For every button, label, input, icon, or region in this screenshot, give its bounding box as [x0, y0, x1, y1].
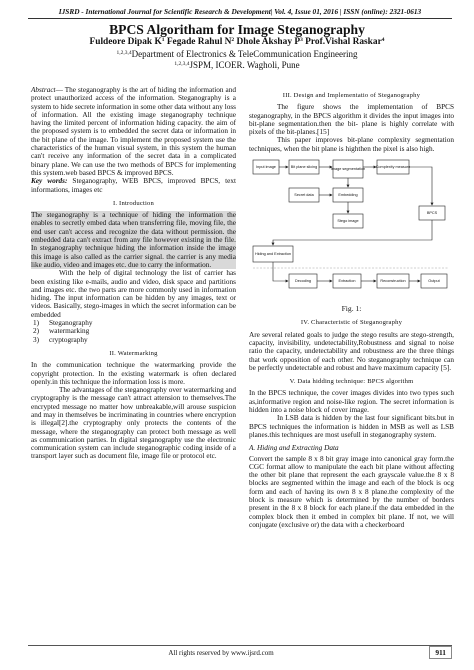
journal-header: IJSRD - International Journal for Scientific Research & Development| Vol. 4, Issue 01, 2016 | ISSN (online): 2321-0613: [58, 7, 422, 16]
author-2-sup: 2: [231, 37, 235, 43]
abstract-text: — The steganography is the art of hiding the information and protect unauthorized access of the information. Steganography is a system to hide secrete information in some other data without any loss of information. All the existing image steganography technique having the limited percent of information hiding capacity. the aim of the proposed system is to embedded the secret data or information in the bit plane of the image. To implement the proposed system use the characteristics of the human visual system, in this system the human can't receive any information of the secret data in a complicated binary plane. We can use the two methods of BPCS for implementing this system.web based BPCS & improved BPCS.: [31, 86, 236, 177]
footer-text: All rights reserved by www.ijsrd.com: [168, 649, 274, 657]
keywords-text: Steganography, WEB BPCS, improved BPCS, text informations, images etc: [31, 177, 236, 194]
author-4: Prof.Vishal Raskar: [305, 37, 382, 47]
abstract: [31, 86, 236, 177]
box-secret-label: Secret data: [294, 193, 314, 198]
inst-sup: 1,2,3,4: [174, 61, 190, 67]
list-item: [33, 319, 236, 327]
characteristic-heading: IV. Characteristic of Steganography: [300, 319, 403, 327]
watermarking-paragraph-2: The advantages of the steganography over watermarking and cryptography is the message can't attract attension to themselves.The encrypted message no matter how unbreakable,will arouse suspicion and may in themselves be incriminating in countries where encryption is illegal[2].the cryptography only protects the contents of the message, where the steganography can protect both message as well as communication parties. In digital steganography use the electronic communication system can include steganographic coding inside of a transport layer such as document file, image file or protocol etc.: [31, 386, 236, 461]
author-line: [40, 37, 434, 47]
author-1-sup: 1: [161, 37, 165, 43]
intro-paragraph-1: The steganography is a technique of hiding the information the enables to secretly embed data when transferring file, moving file, the end user can't access and recognize the data without permission. the embedded data can't extract from any file however existing in the file. In steganography technique hiding the information inside the image this image is also called as the carrier signal. the carrier is any media like audio, video and images etc. due to carry the information.: [31, 211, 236, 269]
box-complex-label: Complexity measure: [375, 165, 411, 170]
paper-title: BPCS Algoritham for Image Steganography: [109, 22, 365, 37]
design-paragraph-1: The figure shows the implementation of BPCS steganography, in the BPCS algorithm it divides the input images into bit-plane segmentation.then the bit- plane is highly correlate with pixels of the bit-planes.[15]: [249, 103, 454, 137]
list-num: 1): [33, 319, 40, 328]
dept-text: Department of Electronics & TeleCommunication Engineering: [131, 49, 358, 59]
author-2: Fegade Rahul N: [166, 37, 232, 47]
header-rule: [28, 18, 452, 19]
keywords-label: Key words:: [31, 177, 68, 186]
design-heading: III. Design and Implementatio of Steganography: [282, 92, 421, 99]
list-item: [33, 336, 236, 344]
author-1: Fuldeore Dipak K: [89, 37, 162, 47]
box-bpcs-label: BPCS: [426, 211, 438, 216]
box-bitplane-label: Bit plane slicing: [290, 165, 318, 170]
box-extract-label: Extraction: [338, 279, 356, 284]
author-3-sup: 3: [300, 37, 303, 43]
figure-1: [249, 156, 454, 304]
subsection-a-paragraph: Convert the sample 8 x 8 bit gray image into canonical gray form.the CGC format allow to manipulate the each bit plane without affecting the other bit plane that represent the each grayscale value.the 8 x 8 blocks are segmented within the image and each of the block is ocg form and each of having its own 8 x 8 plane.the complexity of the block is measure which is determined by the number of borders present in the 8 x 8 block for each plane.if the data embedded in the complex block then it embed in complex bit plane. If not, we will conjugate (exclusive or) the data with a checkerboard: [249, 454, 454, 529]
affiliation-institute: [40, 60, 434, 70]
list-text: Steganography: [49, 319, 93, 328]
dept-sup: 1,2,3,4: [116, 50, 132, 56]
abstract-label: Abstract: [31, 86, 56, 94]
figure-caption: Fig. 1:: [341, 304, 362, 314]
data-hiding-heading: V. Data hidding technique: BPCS algorithm: [289, 378, 414, 386]
box-embed-label: Embedding: [338, 193, 358, 198]
watermarking-paragraph-1: In the communication technique the watermarking provide the copyright protection. In the existing watermark is often declared openly.in this technique the information loss is more.: [31, 361, 236, 386]
subsection-a-heading: A. Hiding and Extracting Data: [249, 444, 339, 453]
box-stego-label: Stego image: [337, 219, 359, 224]
list-num: 2): [33, 327, 40, 336]
list-text: watermarking: [49, 327, 90, 336]
author-3: Dhole Akshay P: [236, 37, 301, 47]
box-decoding-label: Decoding: [294, 279, 312, 284]
introduction-heading: I. Introduction: [112, 199, 155, 207]
page-number: 911: [429, 646, 452, 659]
box-reconstruct-label: Reconstruction: [380, 279, 406, 284]
box-input-label: Input image: [256, 165, 276, 170]
design-paragraph-2: This paper improves bit-plane complexity segmentation techniques, when the bit plane is highthen the pixel is also high.: [249, 136, 454, 153]
box-segment-label: Image segmentation: [330, 167, 366, 172]
inst-text: JSPM, ICOER. Wagholi, Pune: [189, 60, 300, 70]
keywords: [31, 177, 236, 194]
list-item: [33, 327, 236, 335]
box-output-label: Output: [428, 279, 440, 284]
author-4-sup: 4: [381, 37, 385, 43]
box-hiding-label: Hiding and Extraction: [254, 252, 292, 257]
list-num: 3): [33, 335, 40, 344]
bpcs-flow-diagram: [249, 156, 454, 304]
watermarking-heading: II. Watermarking: [109, 349, 158, 357]
data-hiding-paragraph-2: In LSB data is hidden by the last four significant bits.but in BPCS techniques the information is hidden in MSB as well as LSB planes.this techniques are most usefull in steganography system.: [249, 414, 454, 439]
affiliation-department: [40, 49, 434, 59]
footer-rule: [28, 645, 452, 646]
data-hiding-paragraph-1: In the BPCS technique, the cover images divides into two types such as,informative region and noise-like region. The secret information is hidden into a noise block of cover image.: [249, 389, 454, 415]
right-column: [249, 86, 454, 529]
list-text: cryptography: [49, 335, 88, 344]
left-column: [31, 86, 236, 461]
characteristic-paragraph: Are several related goals to judge the stego results are stego-strength, capacity, invisibility, undetectability,Robustness and signal to noise ratio the capacity, undetectability and robustness are the three things that work opposition of each other. No steganography technique can be perfectly undetectable and robust and have maximum capacity [5].: [249, 330, 454, 372]
intro-paragraph-2: With the help of digital technology the list of carrier has been existing like e-mails, audio and video, disk space and partitions and images etc. the two parts are more commonly used in information hiding. The input information can be hidden by any images, text or videos. Basically, stego-images in which the secret information can be embedded: [31, 269, 236, 319]
